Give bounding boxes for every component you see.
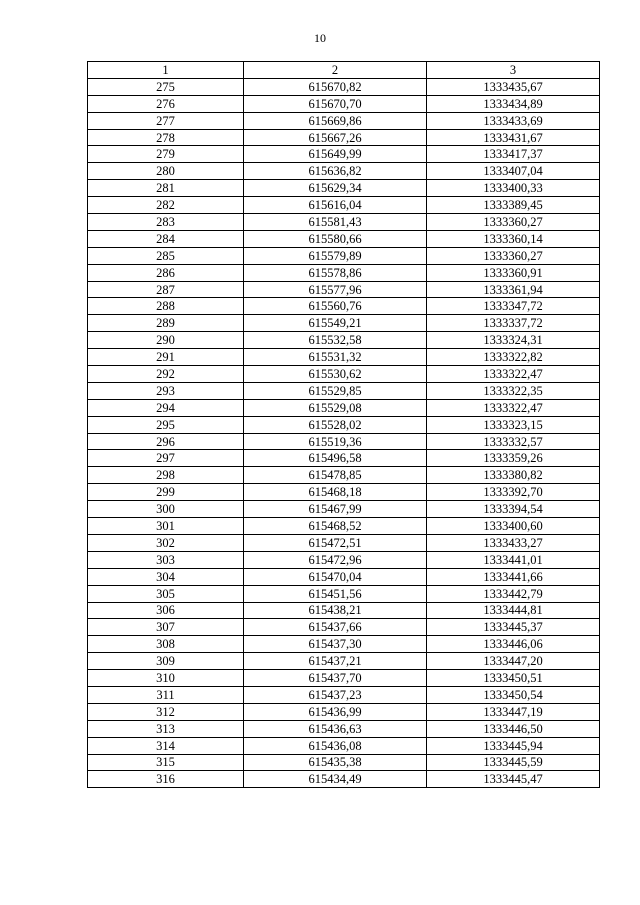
y-coordinate-cell: 1333445,47 <box>427 771 600 788</box>
x-coordinate-cell: 615496,58 <box>244 450 427 467</box>
table-row <box>88 264 600 281</box>
point-number-cell: 280 <box>88 163 244 180</box>
table-row <box>88 180 600 197</box>
table-row <box>88 214 600 231</box>
point-number-cell: 297 <box>88 450 244 467</box>
y-coordinate-cell: 1333417,37 <box>427 146 600 163</box>
table-row <box>88 382 600 399</box>
y-coordinate-cell: 1333389,45 <box>427 197 600 214</box>
table-body <box>88 78 600 787</box>
x-coordinate-cell: 615530,62 <box>244 366 427 383</box>
point-number-cell: 303 <box>88 551 244 568</box>
point-number-cell: 307 <box>88 619 244 636</box>
x-coordinate-cell: 615579,89 <box>244 247 427 264</box>
x-coordinate-cell: 615528,02 <box>244 416 427 433</box>
point-number-cell: 309 <box>88 653 244 670</box>
point-number-cell: 310 <box>88 670 244 687</box>
point-number-cell: 304 <box>88 568 244 585</box>
x-coordinate-cell: 615529,85 <box>244 382 427 399</box>
point-number-cell: 313 <box>88 720 244 737</box>
table-row <box>88 636 600 653</box>
x-coordinate-cell: 615437,70 <box>244 670 427 687</box>
point-number-cell: 277 <box>88 112 244 129</box>
table-row <box>88 585 600 602</box>
x-coordinate-cell: 615470,04 <box>244 568 427 585</box>
table-row <box>88 146 600 163</box>
y-coordinate-cell: 1333445,37 <box>427 619 600 636</box>
x-coordinate-cell: 615578,86 <box>244 264 427 281</box>
x-coordinate-cell: 615468,52 <box>244 518 427 535</box>
y-coordinate-cell: 1333360,14 <box>427 230 600 247</box>
table-row <box>88 754 600 771</box>
table-row <box>88 230 600 247</box>
y-coordinate-cell: 1333447,19 <box>427 703 600 720</box>
table-row <box>88 720 600 737</box>
y-coordinate-cell: 1333361,94 <box>427 281 600 298</box>
y-coordinate-cell: 1333394,54 <box>427 501 600 518</box>
point-number-cell: 296 <box>88 433 244 450</box>
x-coordinate-cell: 615436,99 <box>244 703 427 720</box>
y-coordinate-cell: 1333431,67 <box>427 129 600 146</box>
x-coordinate-cell: 615670,70 <box>244 95 427 112</box>
x-coordinate-cell: 615434,49 <box>244 771 427 788</box>
y-coordinate-cell: 1333400,60 <box>427 518 600 535</box>
y-coordinate-cell: 1333433,69 <box>427 112 600 129</box>
y-coordinate-cell: 1333322,82 <box>427 349 600 366</box>
table-row <box>88 112 600 129</box>
y-coordinate-cell: 1333435,67 <box>427 78 600 95</box>
x-coordinate-cell: 615436,08 <box>244 737 427 754</box>
y-coordinate-cell: 1333445,94 <box>427 737 600 754</box>
x-coordinate-cell: 615467,99 <box>244 501 427 518</box>
x-coordinate-cell: 615532,58 <box>244 332 427 349</box>
point-number-cell: 288 <box>88 298 244 315</box>
x-coordinate-cell: 615472,96 <box>244 551 427 568</box>
table-row <box>88 602 600 619</box>
table-row <box>88 366 600 383</box>
y-coordinate-cell: 1333445,59 <box>427 754 600 771</box>
y-coordinate-cell: 1333450,54 <box>427 686 600 703</box>
x-coordinate-cell: 615437,21 <box>244 653 427 670</box>
table-row <box>88 518 600 535</box>
point-number-cell: 314 <box>88 737 244 754</box>
header-col-3: 3 <box>427 62 600 79</box>
x-coordinate-cell: 615437,23 <box>244 686 427 703</box>
table-row <box>88 771 600 788</box>
point-number-cell: 281 <box>88 180 244 197</box>
y-coordinate-cell: 1333392,70 <box>427 484 600 501</box>
y-coordinate-cell: 1333332,57 <box>427 433 600 450</box>
table-row <box>88 484 600 501</box>
table-row <box>88 450 600 467</box>
table-row <box>88 416 600 433</box>
header-col-1: 1 <box>88 62 244 79</box>
table-row <box>88 332 600 349</box>
point-number-cell: 299 <box>88 484 244 501</box>
y-coordinate-cell: 1333337,72 <box>427 315 600 332</box>
header-row <box>88 62 600 79</box>
x-coordinate-cell: 615577,96 <box>244 281 427 298</box>
y-coordinate-cell: 1333442,79 <box>427 585 600 602</box>
point-number-cell: 305 <box>88 585 244 602</box>
point-number-cell: 316 <box>88 771 244 788</box>
y-coordinate-cell: 1333380,82 <box>427 467 600 484</box>
y-coordinate-cell: 1333360,27 <box>427 214 600 231</box>
table-row <box>88 433 600 450</box>
table-row <box>88 568 600 585</box>
point-number-cell: 301 <box>88 518 244 535</box>
y-coordinate-cell: 1333324,31 <box>427 332 600 349</box>
x-coordinate-cell: 615437,66 <box>244 619 427 636</box>
x-coordinate-cell: 615649,99 <box>244 146 427 163</box>
point-number-cell: 287 <box>88 281 244 298</box>
x-coordinate-cell: 615437,30 <box>244 636 427 653</box>
point-number-cell: 312 <box>88 703 244 720</box>
x-coordinate-cell: 615629,34 <box>244 180 427 197</box>
point-number-cell: 284 <box>88 230 244 247</box>
point-number-cell: 276 <box>88 95 244 112</box>
x-coordinate-cell: 615451,56 <box>244 585 427 602</box>
y-coordinate-cell: 1333444,81 <box>427 602 600 619</box>
point-number-cell: 283 <box>88 214 244 231</box>
table-row <box>88 298 600 315</box>
table-header <box>88 62 600 79</box>
x-coordinate-cell: 615531,32 <box>244 349 427 366</box>
x-coordinate-cell: 615436,63 <box>244 720 427 737</box>
x-coordinate-cell: 615478,85 <box>244 467 427 484</box>
x-coordinate-cell: 615616,04 <box>244 197 427 214</box>
y-coordinate-cell: 1333400,33 <box>427 180 600 197</box>
table-row <box>88 197 600 214</box>
y-coordinate-cell: 1333446,50 <box>427 720 600 737</box>
table-row <box>88 95 600 112</box>
table-row <box>88 78 600 95</box>
point-number-cell: 295 <box>88 416 244 433</box>
table-row <box>88 315 600 332</box>
point-number-cell: 315 <box>88 754 244 771</box>
point-number-cell: 286 <box>88 264 244 281</box>
point-number-cell: 275 <box>88 78 244 95</box>
y-coordinate-cell: 1333347,72 <box>427 298 600 315</box>
y-coordinate-cell: 1333441,01 <box>427 551 600 568</box>
point-number-cell: 293 <box>88 382 244 399</box>
y-coordinate-cell: 1333323,15 <box>427 416 600 433</box>
x-coordinate-cell: 615669,86 <box>244 112 427 129</box>
y-coordinate-cell: 1333441,66 <box>427 568 600 585</box>
table-row <box>88 703 600 720</box>
header-col-2: 2 <box>244 62 427 79</box>
table-row <box>88 670 600 687</box>
page-number: 10 <box>314 31 326 45</box>
x-coordinate-cell: 615529,08 <box>244 399 427 416</box>
table-row <box>88 686 600 703</box>
table-row <box>88 163 600 180</box>
point-number-cell: 279 <box>88 146 244 163</box>
table-row <box>88 399 600 416</box>
y-coordinate-cell: 1333322,35 <box>427 382 600 399</box>
y-coordinate-cell: 1333434,89 <box>427 95 600 112</box>
point-number-cell: 290 <box>88 332 244 349</box>
point-number-cell: 289 <box>88 315 244 332</box>
point-number-cell: 302 <box>88 534 244 551</box>
x-coordinate-cell: 615636,82 <box>244 163 427 180</box>
x-coordinate-cell: 615468,18 <box>244 484 427 501</box>
x-coordinate-cell: 615472,51 <box>244 534 427 551</box>
y-coordinate-cell: 1333433,27 <box>427 534 600 551</box>
y-coordinate-cell: 1333360,91 <box>427 264 600 281</box>
y-coordinate-cell: 1333447,20 <box>427 653 600 670</box>
point-number-cell: 298 <box>88 467 244 484</box>
coordinates-table <box>87 61 600 788</box>
table-row <box>88 247 600 264</box>
x-coordinate-cell: 615549,21 <box>244 315 427 332</box>
x-coordinate-cell: 615435,38 <box>244 754 427 771</box>
x-coordinate-cell: 615519,36 <box>244 433 427 450</box>
x-coordinate-cell: 615581,43 <box>244 214 427 231</box>
point-number-cell: 278 <box>88 129 244 146</box>
point-number-cell: 291 <box>88 349 244 366</box>
point-number-cell: 294 <box>88 399 244 416</box>
point-number-cell: 308 <box>88 636 244 653</box>
table-row <box>88 551 600 568</box>
x-coordinate-cell: 615580,66 <box>244 230 427 247</box>
y-coordinate-cell: 1333322,47 <box>427 399 600 416</box>
x-coordinate-cell: 615438,21 <box>244 602 427 619</box>
table-row <box>88 129 600 146</box>
table-row <box>88 534 600 551</box>
table-row <box>88 737 600 754</box>
table-row <box>88 467 600 484</box>
x-coordinate-cell: 615670,82 <box>244 78 427 95</box>
point-number-cell: 311 <box>88 686 244 703</box>
table-row <box>88 349 600 366</box>
point-number-cell: 282 <box>88 197 244 214</box>
table-row <box>88 281 600 298</box>
table-row <box>88 653 600 670</box>
table-row <box>88 619 600 636</box>
point-number-cell: 292 <box>88 366 244 383</box>
point-number-cell: 285 <box>88 247 244 264</box>
y-coordinate-cell: 1333322,47 <box>427 366 600 383</box>
x-coordinate-cell: 615560,76 <box>244 298 427 315</box>
y-coordinate-cell: 1333450,51 <box>427 670 600 687</box>
x-coordinate-cell: 615667,26 <box>244 129 427 146</box>
table-row <box>88 501 600 518</box>
y-coordinate-cell: 1333359,26 <box>427 450 600 467</box>
y-coordinate-cell: 1333446,06 <box>427 636 600 653</box>
point-number-cell: 300 <box>88 501 244 518</box>
y-coordinate-cell: 1333360,27 <box>427 247 600 264</box>
y-coordinate-cell: 1333407,04 <box>427 163 600 180</box>
point-number-cell: 306 <box>88 602 244 619</box>
